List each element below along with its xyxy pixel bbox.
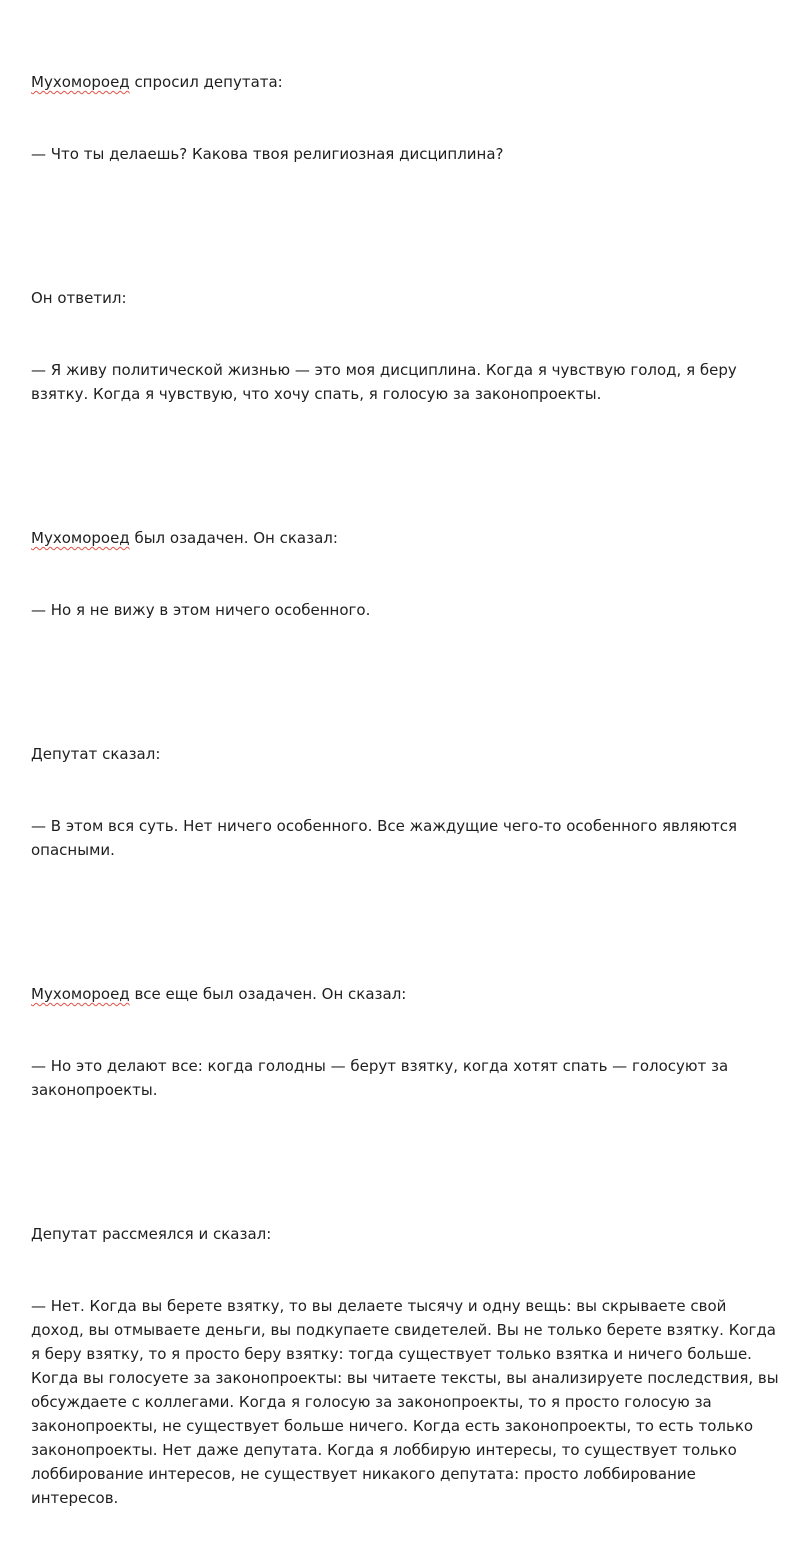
document-body	[31, 22, 784, 1558]
speaker-line-rest: все еще был озадачен. Он сказал:	[129, 985, 407, 1003]
misspelled-word[interactable]: Мухомороед	[31, 985, 130, 1003]
paragraph-deputy-said	[31, 694, 781, 910]
dialogue-text: — Что ты делаешь? Какова твоя религиозная дисциплина?	[31, 145, 504, 163]
speaker-line	[31, 526, 781, 550]
misspelled-word[interactable]: Мухомороед	[31, 73, 130, 91]
speaker-line-rest: спросил депутата:	[129, 73, 283, 91]
speaker-line: Он ответил:	[31, 289, 127, 307]
paragraph-still-puzzled	[31, 934, 781, 1150]
paragraph-puzzled	[31, 478, 781, 670]
speaker-line-rest: был озадачен. Он сказал:	[129, 529, 338, 547]
paragraph-question	[31, 22, 781, 214]
dialogue-text: — Я живу политической жизнью — это моя дисциплина. Когда я чувствую голод, я беру взятку. Когда я чувствую, что хочу спать, я голосую за законопроекты.	[31, 361, 742, 403]
speaker-line: Депутат рассмеялся и сказал:	[31, 1225, 272, 1243]
dialogue-text: — В этом вся суть. Нет ничего особенного. Все жаждущие чего-то особенного являются опасными.	[31, 817, 742, 859]
paragraph-deputy-laughed	[31, 1174, 784, 1558]
dialogue-text: — Но это делают все: когда голодны — берут взятку, когда хотят спать — голосуют за законопроекты.	[31, 1057, 733, 1099]
dialogue-text: — Но я не вижу в этом ничего особенного.	[31, 601, 371, 619]
dialogue-text: — Нет. Когда вы берете взятку, то вы делаете тысячу и одну вещь: вы скрываете свой доход, вы отмываете деньги, вы подкупаете свидетелей. Вы не только берете взятку. Когда я беру взятку, то я просто беру взятку: тогда существует только взятка и ничего больше. Когда вы голосуете за законопроекты: вы читаете тексты, вы анализируете последствия, вы обсуждаете с коллегами. Когда я голосую за законопроекты, то я просто голосую за законопроекты, не существует больше ничего. Когда есть законопроекты, то есть только законопроекты. Нет даже депутата. Когда я лоббирую интересы, то существует только лоббирование интересов, не существует никакого депутата: просто лоббирование интересов.	[31, 1297, 784, 1507]
speaker-line: Депутат сказал:	[31, 745, 161, 763]
misspelled-word[interactable]: Мухомороед	[31, 529, 130, 547]
speaker-line	[31, 982, 781, 1006]
speaker-line	[31, 70, 781, 94]
paragraph-answer	[31, 238, 781, 454]
